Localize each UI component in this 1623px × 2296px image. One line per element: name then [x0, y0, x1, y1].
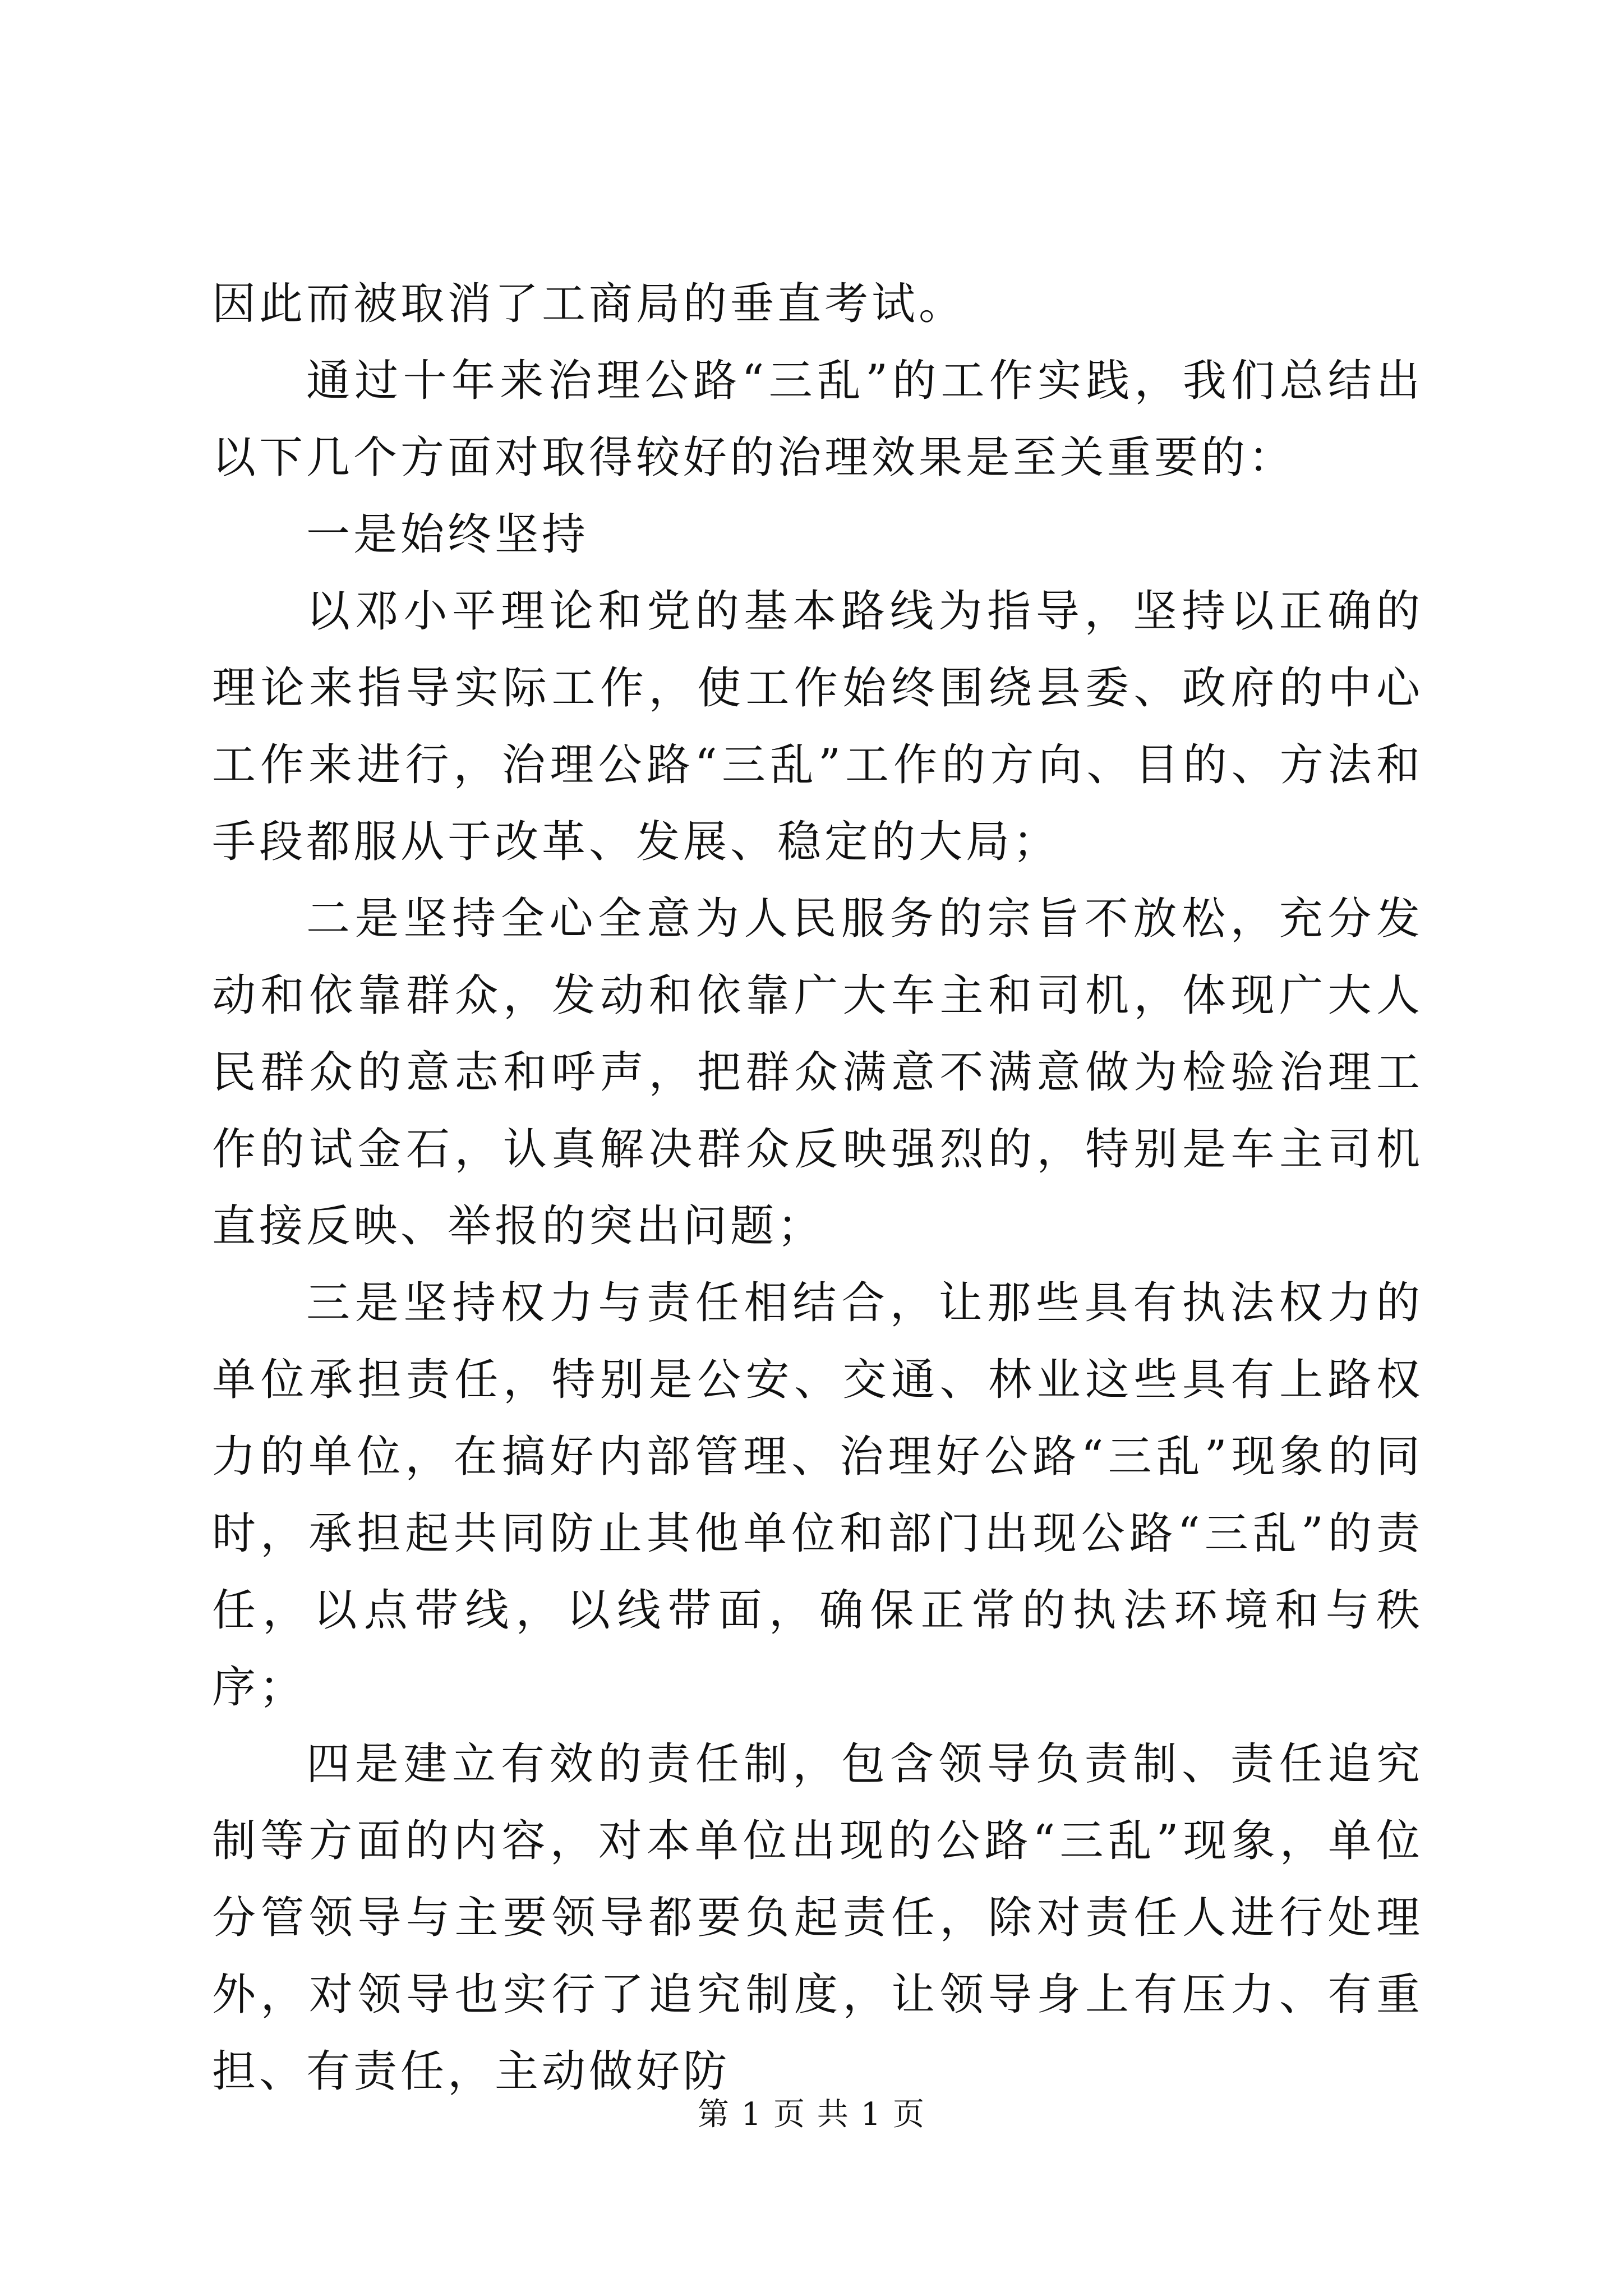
page-footer: 第 1 页 共 1 页: [697, 2096, 926, 2133]
document-body: [212, 266, 1423, 2110]
paragraph-continuation: 因此而被取消了工商局的垂直考试。: [212, 279, 966, 329]
paragraph-point-three: 三是坚持权力与责任相结合，让那些具有执法权力的单位承担责任，特别是公安、交通、林业这些具有上路权力的单位，在搞好内部管理、治理好公路“三乱”现象的同时，承担起共同防止其他单位和部门出现公路“三乱”的责任，以点带线，以线带面，确保正常的执法环境和与秩序；: [212, 1278, 1423, 1713]
paragraph-point-four: 四是建立有效的责任制，包含领导负责制、责任追究制等方面的内容，对本单位出现的公路“三乱”现象，单位分管领导与主要领导都要负起责任，除对责任人进行处理外，对领导也实行了追究制度，让领导身上有压力、有重担、有责任，主动做好防: [212, 1739, 1423, 2097]
paragraph-summary-intro: 通过十年来治理公路“三乱”的工作实践，我们总结出以下几个方面对取得较好的治理效果是至关重要的：: [212, 356, 1423, 483]
paragraph-point-one-body: 以邓小平理论和党的基本路线为指导，坚持以正确的理论来指导实际工作，使工作始终围绕县委、政府的中心工作来进行，治理公路“三乱”工作的方向、目的、方法和手段都服从于改革、发展、稳定的大局；: [212, 586, 1423, 867]
paragraph-point-two: 二是坚持全心全意为人民服务的宗旨不放松，充分发动和依靠群众，发动和依靠广大车主和司机，体现广大人民群众的意志和呼声，把群众满意不满意做为检验治理工作的试金石，认真解决群众反映强烈的，特别是车主司机直接反映、举报的突出问题；: [212, 894, 1423, 1251]
paragraph-point-one-heading: 一是始终坚持: [306, 509, 589, 560]
